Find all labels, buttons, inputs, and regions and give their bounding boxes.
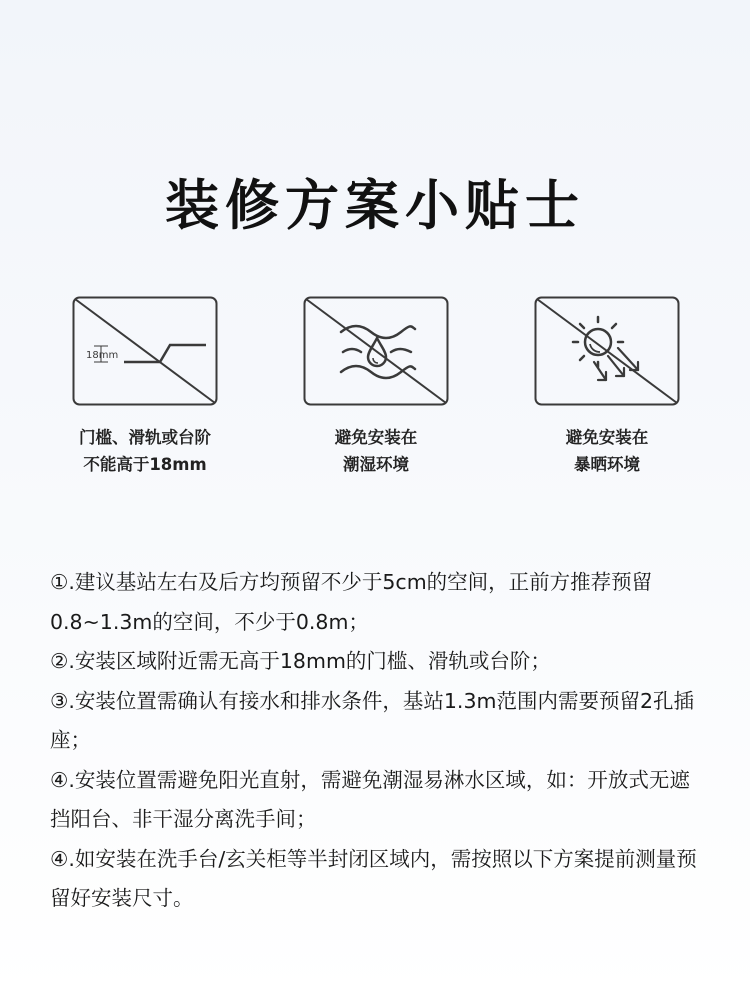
sun-caption-line1: 避免安装在 xyxy=(565,428,649,447)
humidity-caption xyxy=(301,424,451,478)
threshold-caption xyxy=(70,424,220,478)
icon-row xyxy=(0,296,750,486)
threshold-caption-line1: 门槛、滑轨或台阶 xyxy=(79,428,211,447)
humidity-caption-line1: 避免安装在 xyxy=(334,428,418,447)
humidity-caption-line2: 潮湿环境 xyxy=(343,455,409,474)
threshold-card xyxy=(70,296,220,478)
page-title: 装修方案小贴士 xyxy=(165,174,585,238)
threshold-icon xyxy=(72,296,218,406)
humidity-card xyxy=(301,296,451,478)
tip-item: ③.安装位置需确认有接水和排水条件，基站1.3m范围内需要预留2孔插座； xyxy=(50,688,695,752)
tip-item: ①.建议基站左右及后方均预留不少于5cm的空间，正前方推荐预留0.8~1.3m的空间，不少于0.8m； xyxy=(50,570,653,634)
tip-item: ④.安装位置需避免阳光直射，需避免潮湿易淋水区域，如：开放式无遮挡阳台、非干湿分离洗手间； xyxy=(50,767,690,831)
humidity-icon xyxy=(303,296,449,406)
sun-icon xyxy=(534,296,680,406)
sun-caption xyxy=(532,424,682,478)
tips-list xyxy=(50,563,710,919)
tip-item: ②.安装区域附近需无高于18mm的门槛、滑轨或台阶； xyxy=(50,649,551,673)
sun-caption-line2: 暴晒环境 xyxy=(574,455,640,474)
sun-card xyxy=(532,296,682,478)
threshold-height-label: 18mm xyxy=(86,350,119,361)
tip-item: ④.如安装在洗手台/玄关柜等半封闭区域内，需按照以下方案提前测量预留好安装尺寸。 xyxy=(50,846,697,910)
threshold-caption-line2: 不能高于18mm xyxy=(83,455,207,474)
